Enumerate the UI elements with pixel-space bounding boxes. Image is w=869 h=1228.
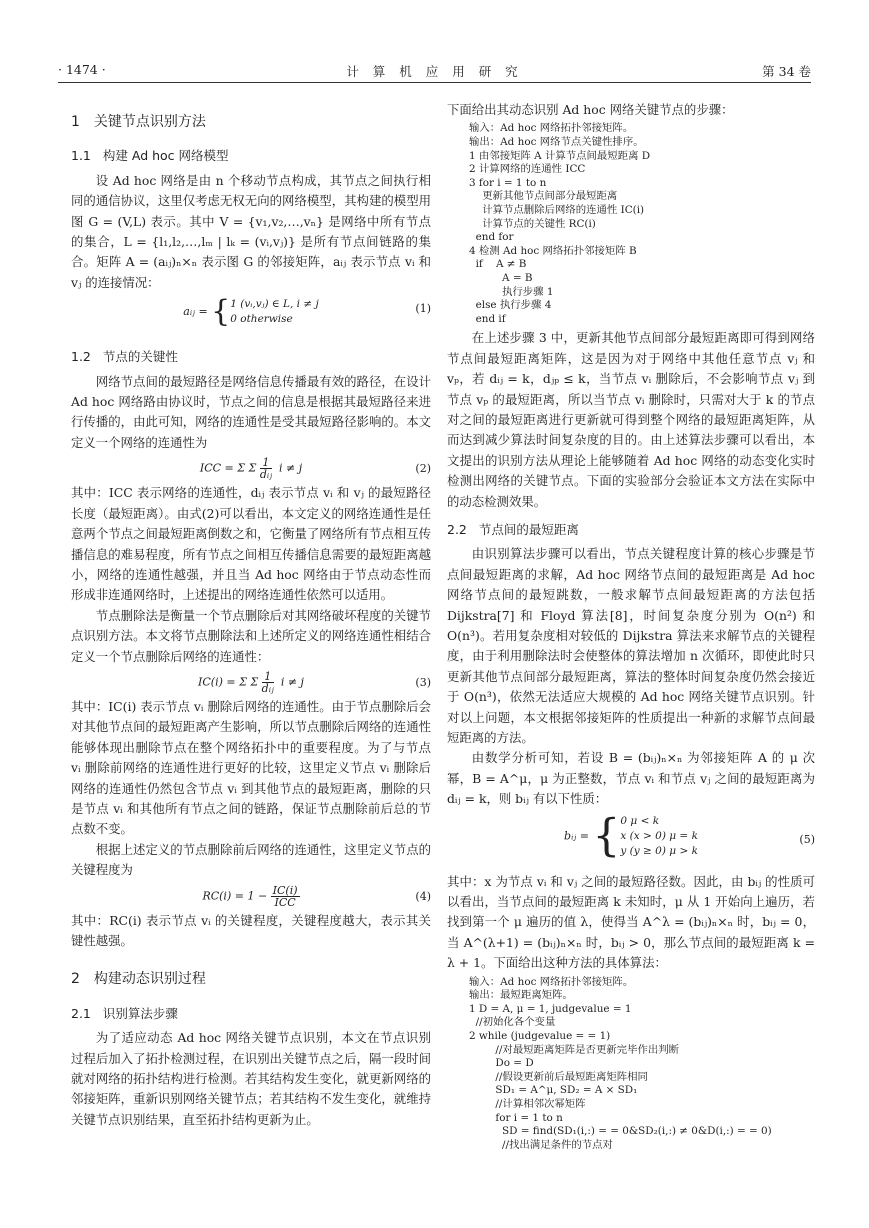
algorithm-line: //假设更新前后最短距离矩阵相同 — [469, 1070, 648, 1083]
algorithm-line: 2 while (judgevalue = = 1) — [469, 1030, 611, 1043]
algorithm-line: //对最短距离矩阵是否更新完毕作出判断 — [469, 1043, 680, 1056]
paragraph: 在上述步骤 3 中，更新其他节点间部分最短距离即可得到网络节点间最短距离矩阵，这是因为对于网络中其他任意节点 vⱼ 和 vₚ，若 dᵢⱼ = k，dⱼₚ ≤ k，当节点 vᵢ 删除后，不会影响节点 vⱼ 到节点 vₚ 的最短距离，所以当节点 vᵢ 删除时，只需对大于 k 的节点对之间的最短距离进行更新就可得到整个网络的最短距离矩阵，从而达到减少算法时间复杂度的目的。由上述算法步骤可以看出，本文提出的识别方法从理论上能够随着 Ad hoc 网络的动态变化实时检测出网络的关键节点。下面的实验部分会验证本文方法在实际中的动态检测效果。 — [447, 330, 815, 509]
subsection-heading-2-2: 2.2 节点间的最短距离 — [447, 521, 579, 537]
algorithm-line: SD = find(SD₁(i,:) = = 0&SD₂(i,:) ≠ 0&D(i,:) = = 0) — [469, 1125, 772, 1138]
equation-number: (3) — [415, 675, 431, 689]
algorithm-line: 计算节点的关键性 RC(i) — [469, 217, 596, 230]
paragraph: 其中：ICC 表示网络的连通性，dᵢⱼ 表示节点 vᵢ 和 vⱼ 的最短路径长度（最短距离）。由式(2)可以看出，本文定义的网络连通性是任意两个节点之间最短距离倒数之和，它衡量了网络所有节点相互传播信息的难易程度，所有节点之间相互传播信息需要的最短距离越小，网络的连通性越强，并且当 Ad hoc 网络由于节点动态性而形成非连通网络时，上述提出的网络连通性依然可以适用。 — [71, 485, 431, 603]
subsection-heading-1-2: 1.2 节点的关键性 — [71, 349, 178, 365]
algorithm-line: 输入：Ad hoc 网络拓扑邻接矩阵。 — [469, 975, 634, 988]
algorithm-line: 计算节点删除后网络的连通性 IC(i) — [469, 203, 645, 216]
paragraph: 其中：IC(i) 表示节点 vᵢ 删除后网络的连通性。由于节点删除后会对其他节点间的最短距离产生影响，所以节点删除后网络的连通性能够体现出删除节点在整个网络拓扑中的重要程度。为了与节点 vᵢ 删除前网络的连通性进行更好的比较，这里定义节点 vᵢ 删除后网络的连通性仍然包含节点 vᵢ 到其他节点的最短距离，删除的只是节点 vᵢ 和其他所有节点之间的链路，保证节点删除前后总的节点数不变。 — [71, 698, 431, 837]
algorithm-line: 2 计算网络的连通性 ICC — [469, 163, 586, 176]
algorithm-line: //初始化各个变量 — [469, 1016, 556, 1029]
paragraph: 其中：RC(i) 表示节点 vᵢ 的关键程度，关键程度越大，表示其关键性越强。 — [71, 912, 431, 948]
algorithm-line: 输出：Ad hoc 网络节点关键性排序。 — [469, 136, 644, 148]
algorithm-line: 4 检测 Ad hoc 网络拓扑邻接矩阵 B — [469, 244, 637, 257]
section-heading-1: 1 关键节点识别方法 — [71, 114, 206, 130]
page-number: · 1474 · — [58, 62, 106, 77]
algorithm-listing-1 — [469, 122, 815, 326]
algorithm-line: //找出满足条件的节点对 — [469, 1138, 613, 1151]
algorithm-line: 输出：最短距离矩阵。 — [469, 989, 573, 1002]
algorithm-line: for i = 1 to n — [469, 1111, 563, 1124]
left-column — [71, 100, 431, 1130]
volume-label: 第 34 卷 — [762, 64, 811, 79]
algorithm-line: SD₁ = A^μ, SD₂ = A × SD₁ — [469, 1084, 638, 1097]
algorithm-line: A = B — [469, 271, 533, 284]
subsection-heading-1-1: 1.1 构建 Ad hoc 网络模型 — [71, 148, 229, 164]
equation-number: (2) — [415, 462, 431, 476]
right-column — [447, 100, 815, 1154]
algorithm-line: 1 由邻接矩阵 A 计算节点间最短距离 D — [469, 149, 651, 162]
paragraph: 为了适应动态 Ad hoc 网络关键节点识别，本文在节点识别过程后加入了拓扑检测过程，在识别出关键节点之后，隔一段时间就对网络的拓扑结构进行检测。若其结构发生变化，就更新网络的邻接矩阵，重新识别网络关键节点；若其结构不发生变化，就维持关键节点识别结果，直至拓扑结构更新为止。 — [71, 1030, 431, 1127]
algorithm-line: end if — [469, 312, 506, 325]
paragraph: 设 Ad hoc 网络是由 n 个移动节点构成，其节点之间执行相同的通信协议，这里仅考虑无权无向的网络模型，其构建的模型用图 G = (V,L) 表示。其中 V = {v₁,v₂,…,vₙ} 是网络中所有节点的集合，L = {l₁,l₂,…,lₘ | lₖ = (vᵢ,vⱼ)} 是所有节点间链路的集合。矩阵 A = (aᵢⱼ)ₙ×ₙ 表示图 G 的邻接矩阵，aᵢⱼ 表示节点 vᵢ 和 vⱼ 的连接情况： — [71, 172, 431, 290]
equation-4: RC(i) = 1 − $\frac{IC(i)}{\text{ICC}}$ (4) — [202, 883, 431, 909]
paragraph: 根据上述定义的节点删除前后网络的连通性，这里定义节点的关键程度为 — [71, 841, 431, 878]
equation-number: (5) — [799, 832, 815, 846]
paragraph: 网络节点间的最短路径是网络信息传播最有效的路径，在设计 Ad hoc 网络路由协议时，节点之间的信息是根据其最短路径来进行传播的，由此可知，网络的连通性是受其最短路径影响的。本文定义一个网络的连通性为 — [71, 373, 431, 450]
paragraph: 节点删除法是衡量一个节点删除后对其网络破坏程度的关键节点识别方法。本文将节点删除法和上述所定义的网络连通性相结合定义一个节点删除后网络的连通性： — [71, 607, 431, 664]
running-header — [58, 58, 811, 83]
algorithm-line: 执行步骤 1 — [469, 285, 554, 298]
algorithm-line: else 执行步骤 4 — [469, 299, 552, 312]
algorithm-line: if A ≠ B — [469, 258, 527, 271]
paragraph: 由识别算法步骤可以看出，节点关键程度计算的核心步骤是节点间最短距离的求解，Ad hoc 网络节点间的最短距离是 Ad hoc 网络节点间的最短跳数，一般求解节点间最短距离的方法包括 Dijkstra[7] 和 Floyd 算法[8]，时间复杂度分别为 O(n²) 和 O(n³)。若用复杂度相对较低的 Dijkstra 算法来求解节点的关键程度，由于利用删除法时会使整体的算法增加 n 次循环，即使此时只更新其他节点间部分最短距离，算法的整体时间复杂度仍然会接近于 O(n³)，依然无法适应大规模的 Ad hoc 网络关键节点识别。针对以上问题，本文根据邻接矩阵的性质提出一种新的求解节点间最短距离的方法。 — [447, 546, 815, 746]
equation-1: aᵢⱼ = {1 (vᵢ,vⱼ) ∈ L, i ≠ j 0 otherwise (1) — [183, 294, 431, 330]
algorithm-line: 更新其他节点间部分最短距离 — [469, 190, 618, 203]
equation-5: bᵢⱼ = {0 μ < k x (x > 0) μ = k y (y ≥ 0) μ > k (5) — [564, 809, 815, 861]
paragraph: 下面给出其动态识别 Ad hoc 网络关键节点的步骤： — [447, 102, 734, 117]
subsection-heading-2-1: 2.1 识别算法步骤 — [71, 1005, 178, 1021]
algorithm-line: 1 D = A, μ = 1, judgevalue = 1 — [469, 1002, 632, 1015]
algorithm-line: 3 for i = 1 to n — [469, 176, 547, 189]
equation-number: (1) — [415, 302, 431, 316]
equation-3: IC(i) = Σ Σ $\frac{1}{\text{dᵢⱼ}}$ i ≠ j (3) — [198, 669, 431, 695]
algorithm-listing-2 — [469, 976, 815, 1153]
journal-name: 计 算 机 应 用 研 究 — [346, 64, 523, 79]
algorithm-line: 输入：Ad hoc 网络拓扑邻接矩阵。 — [469, 122, 634, 135]
algorithm-line: end for — [469, 231, 514, 244]
algorithm-line: Do = D — [469, 1057, 534, 1070]
paragraph: 其中：x 为节点 vᵢ 和 vⱼ 之间的最短路径数。因此，由 bᵢⱼ 的性质可以看出，当节点间的最短距离 k 未知时，μ 从 1 开始向上遍历，若找到第一个 μ 遍历的值 λ，使得当 A^λ = (bᵢⱼ)ₙ×ₙ 时，bᵢⱼ = 0，当 A^(λ+1) = (bᵢⱼ)ₙ×ₙ 时，bᵢⱼ > 0，那么节点间的最短距离 k = λ + 1。下面给出这种方法的具体算法： — [447, 873, 815, 971]
paragraph: 由数学分析可知，若设 B = (bᵢⱼ)ₙ×ₙ 为邻接矩阵 A 的 μ 次幂，B = A^μ，μ 为正整数，节点 vᵢ 和节点 vⱼ 之间的最短距离为 dᵢⱼ = k，则 bᵢⱼ 有以下性质： — [447, 750, 815, 807]
equation-number: (4) — [415, 889, 431, 903]
section-heading-2: 2 构建动态识别过程 — [71, 971, 206, 988]
algorithm-line: //计算相邻次幂矩阵 — [469, 1098, 586, 1111]
equation-2: ICC = Σ Σ $\frac{1}{\text{dᵢⱼ}}$ i ≠ j (2) — [199, 456, 431, 482]
